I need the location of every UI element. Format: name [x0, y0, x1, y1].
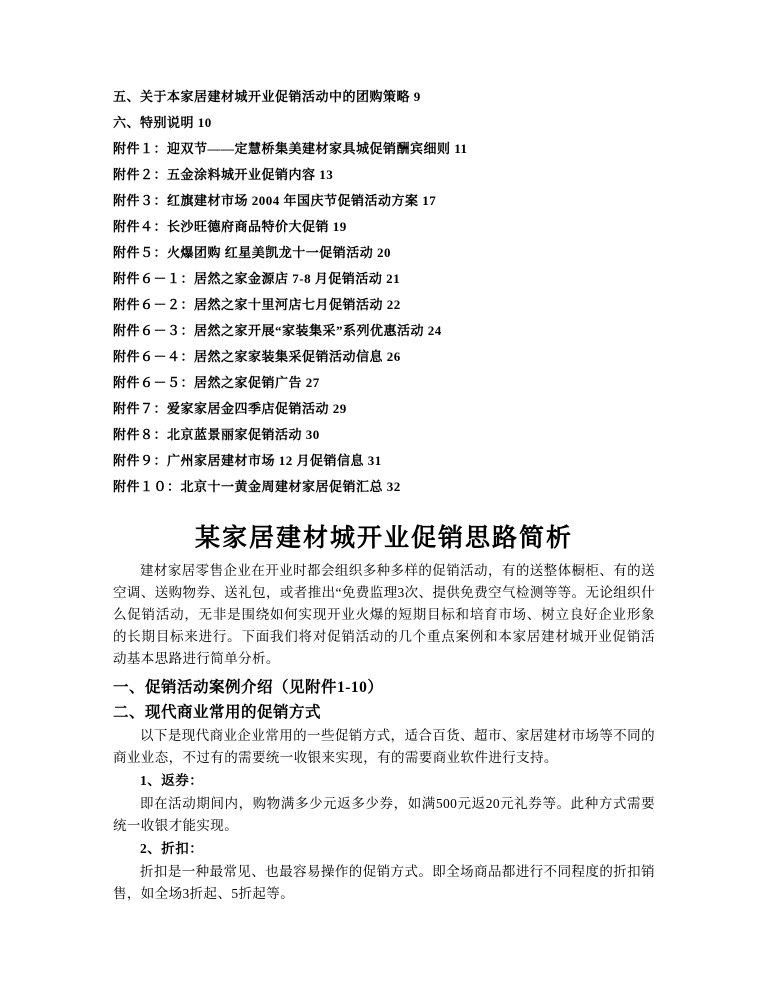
toc-item: 附件１０：北京十一黄金周建材家居促销汇总 32 — [113, 479, 401, 494]
toc-item: 附件８：北京蓝景丽家促销活动 30 — [113, 427, 320, 442]
toc-item: 附件６－１：居然之家金源店 7-8 月促销活动 21 — [113, 271, 401, 286]
table-of-contents — [113, 84, 655, 500]
toc-item: 附件７：爱家家居金四季店促销活动 29 — [113, 401, 347, 416]
heading-section-1: 一、促销活动案例介绍（见附件1-10） — [113, 679, 384, 696]
toc-item: 附件６－４：居然之家家装集采促销活动信息 26 — [113, 349, 401, 364]
toc-item: 附件６－３：居然之家开展“家装集采”系列优惠活动 24 — [113, 323, 442, 338]
paragraph-intro: 建材家居零售企业在开业时都会组织多种多样的促销活动，有的送整体橱柜、有的送空调、送购物券、送礼包，或者推出“免费监理3次、提供免费空气检测等等。无论组织什么促销活动，无非是围绕如何实现开业火爆的短期目标和培育市场、树立良好企业形象的长期目标来进行。下面我们将对促销活动的几个重点案例和本家居建材城开业促销活动基本思路进行简单分析。 — [113, 563, 655, 666]
subheading-coupon-return: 1、返券： — [140, 773, 204, 788]
subheading-discount: 2、折扣： — [140, 841, 204, 856]
toc-item: 附件９：广州家居建材市场 12 月促销信息 31 — [113, 453, 382, 468]
toc-item: 附件４：长沙旺德府商品特价大促销 19 — [113, 219, 347, 234]
paragraph-promo-methods: 以下是现代商业企业常用的一些促销方式，适合百货、超市、家居建材市场等不同的商业业态，不过有的需要统一收银来实现，有的需要商业软件进行支持。 — [113, 728, 655, 765]
article-title: 某家居建材城开业促销思路简析 — [194, 525, 573, 552]
toc-item: 附件３：红旗建材市场 2004 年国庆节促销活动方案 17 — [113, 193, 437, 208]
heading-section-2: 二、现代商业常用的促销方式 — [113, 704, 322, 721]
toc-item: 附件６－５：居然之家促销广告 27 — [113, 375, 320, 390]
paragraph-coupon-return: 即在活动期间内，购物满多少元返多少券，如满500元返20元礼券等。此种方式需要统一收银才能实现。 — [113, 796, 655, 833]
toc-item: 五、关于本家居建材城开业促销活动中的团购策略 9 — [113, 89, 421, 104]
toc-item: 六、特别说明 10 — [113, 115, 212, 130]
paragraph-discount: 折扣是一种最常见、也最容易操作的促销方式。即全场商品都进行不同程度的折扣销售，如全场3折起、5折起等。 — [113, 864, 655, 901]
toc-item: 附件６－２：居然之家十里河店七月促销活动 22 — [113, 297, 401, 312]
toc-item: 附件１：迎双节——定慧桥集美建材家具城促销酬宾细则 11 — [113, 141, 468, 156]
toc-item: 附件２：五金涂料城开业促销内容 13 — [113, 167, 334, 182]
toc-item: 附件５：火爆团购 红星美凯龙十一促销活动 20 — [113, 245, 392, 260]
